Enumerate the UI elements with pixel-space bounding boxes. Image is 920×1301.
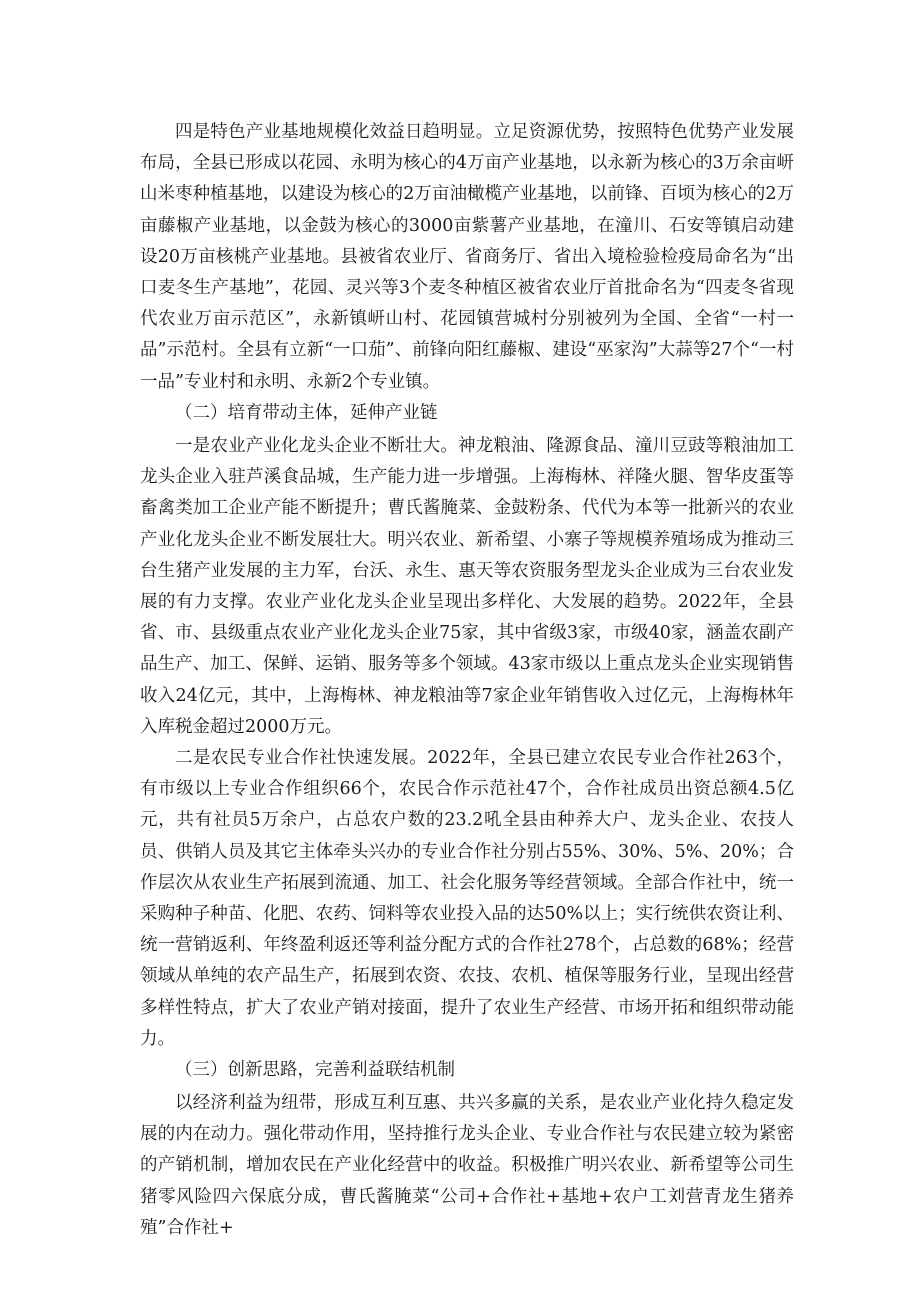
paragraph-economic-interest: 以经济利益为纽带，形成互利互惠、共兴多赢的关系，是农业产业化持久稳定发展的内在动力。强化带动作用，坚持推行龙头企业、专业合作社与农民建立较为紧密的产销机制，增加农民在产业化经营中的收益。积极推广明兴农业、新希望等公司生猪零风险四六保底分成，曹氏酱腌菜“公司+合作社+基地+农户工刘营青龙生猪养殖”合作社+ — [140, 1093, 794, 1238]
paragraph-leading-enterprises: 一是农业产业化龙头企业不断壮大。神龙粮油、隆源食品、潼川豆豉等粮油加工龙头企业入驻芦溪食品城，生产能力进一步增强。上海梅林、祥隆火腿、智华皮蛋等畜禽类加工企业产能不断提升；曹氏酱腌菜、金鼓粉条、代代为本等一批新兴的农业产业化龙头企业不断发展壮大。明兴农业、新希望、小寨子等规模养殖场成为推动三台生猪产业发展的主力军，台沃、永生、惠天等农资服务型龙头企业成为三台农业发展的有力支撑。农业产业化龙头企业呈现出多样化、大发展的趋势。2022年，全县省、市、县级重点农业产业化龙头企业75家，其中省级3家，市级40家，涵盖农副产品生产、加工、保鲜、运销、服务等多个领域。43家市级以上重点龙头企业实现销售收入24亿元，其中，上海梅林、神龙粮油等7家企业年销售收入过亿元，上海梅林年入库税金超过2000万元。 — [140, 436, 794, 737]
paragraph-special-industry-bases: 四是特色产业基地规模化效益日趋明显。立足资源优势，按照特色优势产业发展布局，全县已形成以花园、永明为核心的4万亩产业基地，以永新为核心的3万余亩岍山米枣种植基地，以建设为核心的2万亩油橄榄产业基地，以前锋、百顷为核心的2万亩藤椒产业基地，以金鼓为核心的3000亩紫薯产业基地，在潼川、石安等镇启动建设20万亩核桃产业基地。县被省农业厅、省商务厅、省出入境检验检疫局命名为“出口麦冬生产基地”，花园、灵兴等3个麦冬种植区被省农业厅首批命名为“四麦冬省现代农业万亩示范区”，永新镇岍山村、花园镇营城村分别被列为全国、全省“一村一品”示范村。全县有立新“一口茄”、前锋向阳红藤椒、建设“巫家沟”大蒜等27个“一村一品”专业村和永明、永新2个专业镇。 — [140, 122, 794, 392]
section-heading-interest-linkage: （三）创新思路，完善利益联结机制 — [175, 1060, 455, 1080]
section-heading-cultivate-entities: （二）培育带动主体，延伸产业链 — [175, 403, 438, 423]
paragraph-farmer-cooperatives: 二是农民专业合作社快速发展。2022年，全县已建立农民专业合作社263个，有市级以上专业合作组织66个，农民合作示范社47个，合作社成员出资总额4.5亿元，共有社员5万余户，占总农户数的23.2吼全县由种养大户、龙头企业、农技人员、供销人员及其它主体牵头兴办的专业合作社分别占55%、30%、5%、20%；合作层次从农业生产拓展到流通、加工、社会化服务等经营领域。全部合作社中，统一采购种子种苗、化肥、农药、饲料等农业投入品的达50%以上；实行统供农资让利、统一营销返利、年终盈利返还等利益分配方式的合作社278个，占总数的68%；经营领域从单纯的农产品生产，拓展到农资、农技、农机、植保等服务行业，呈现出经营多样性特点，扩大了农业产销对接面，提升了农业生产经营、市场开拓和组织带动能力。 — [140, 748, 794, 1049]
